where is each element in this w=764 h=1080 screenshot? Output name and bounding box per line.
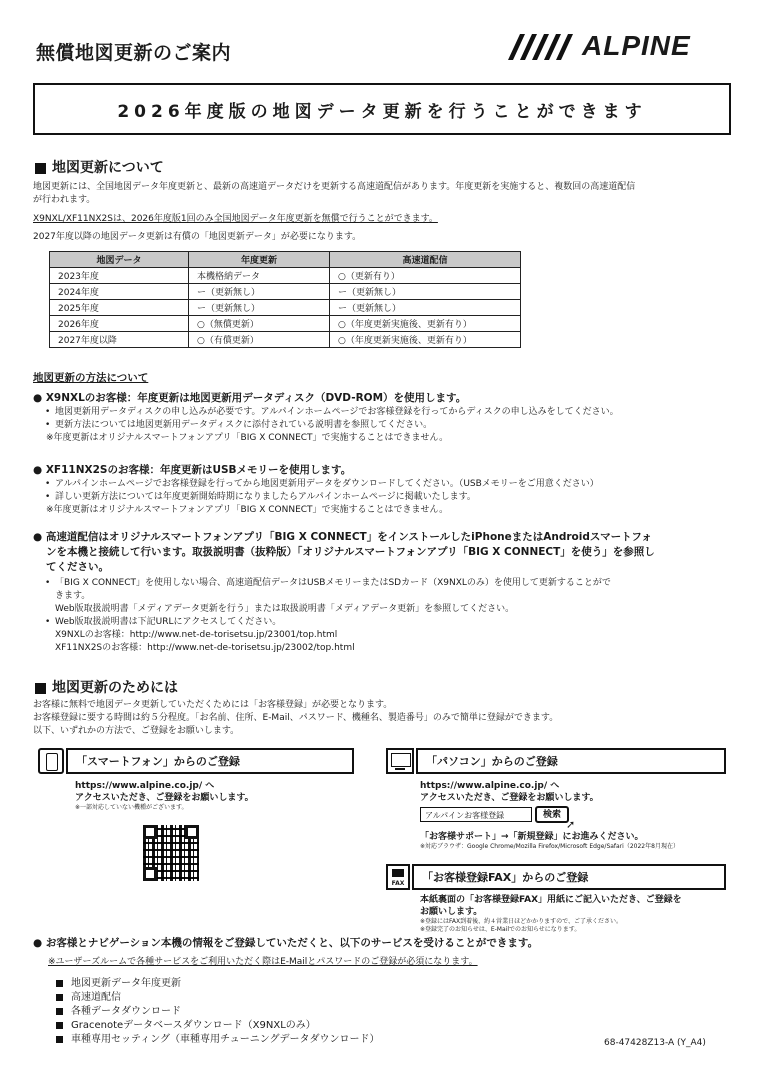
list-item: 高速道配信 <box>56 991 556 1005</box>
section-heading-registration: 地図更新のためには <box>35 677 178 697</box>
list-item: Gracenoteデータベースダウンロード（X9NXLのみ） <box>56 1019 556 1033</box>
cursor-icon: ➚ <box>566 818 576 831</box>
services-title: ● お客様とナビゲーション本機の情報をご登録していただくと、以下のサービスを受けることができます。 <box>33 937 539 949</box>
pc-instruction: 「お客様サポート」→「新規登録」にお進みください。 ※対応ブラウザ：Google Chrome/Mozilla Firefox/Microsoft Edge/Safari（2022年8月現在） <box>420 832 679 850</box>
pc-icon <box>386 748 414 774</box>
intro-text: 地図更新には、全国地図データ年度更新と、最新の高速道データだけを更新する高速道配信があります。年度更新を実施すると、複数回の高速道配信 が行われます。 <box>33 182 636 205</box>
headline-text: 2026年度版の地図データ更新を行うことができます <box>117 101 647 122</box>
logo-stripes-icon <box>500 30 590 66</box>
pc-registration-heading: 「パソコン」からのご登録 <box>416 748 726 774</box>
pc-registration-body: https://www.alpine.co.jp/ へ アクセスいただき、ご登録をお願いします。 <box>420 781 599 803</box>
alpine-logo <box>500 30 720 66</box>
search-field[interactable]: アルパインお客様登録 <box>420 807 532 822</box>
highway-block: ● 高速道配信はオリジナルスマートフォンアプリ「BIG X CONNECT」をインストールしたiPhoneまたはAndroidスマートフォ ンを本機と接続して行います。取扱説明書（抜粋版）「オリジナルスマートフォンアプリ「BIG X CONNECT」を使う」を参照し てください。 • 「BIG X CONNECT」を使用しない場合、高速道配信データはUSBメモリーまたはSDカード（X9NXLのみ）を使用して更新することがで きます。 Web版取扱説明書「メディアデータ更新を行う」または取扱説明書「メディアデータ更新」を参照してください。 • Web版取扱説明書は下記URLにアクセスしてください。 X9NXLのお客様：http://www.net-de-torisetsu.jp/23001/top.html XF11NX2Sのお客様：http://www.net-de-torisetsu.jp/23002/top.html <box>33 530 745 655</box>
table-header: 年度更新 <box>189 252 330 268</box>
bullet-dot-icon: ● <box>33 531 46 543</box>
table-row: 2023年度 本機格納データ ○（更新有り） <box>50 268 521 284</box>
services-list <box>56 977 556 1047</box>
free-update-notice: X9NXL/XF11NX2Sは、2026年度版1回のみ全国地図データ年度更新を無償で行うことができます。 <box>33 214 438 224</box>
smartphone-registration-body: https://www.alpine.co.jp/ へ アクセスいただき、ご登録をお願いします。 ※一部対応していない機種がございます。 <box>75 781 254 811</box>
square-bullet-icon <box>35 163 46 174</box>
smartphone-icon <box>38 748 64 774</box>
method-heading: 地図更新の方法について <box>33 372 149 384</box>
bullet-dot-icon: ● <box>33 937 46 949</box>
page-title: 無償地図更新のご案内 <box>36 42 232 64</box>
table-row: 2027年度以降 ○（有償更新） ○（年度更新実施後、更新有り） <box>50 332 521 348</box>
smartphone-registration-heading: 「スマートフォン」からのご登録 <box>66 748 354 774</box>
fax-icon: FAX <box>386 864 410 890</box>
services-note: ※ユーザーズルームで各種サービスをご利用いただく際はE-Mailとパスワードのご登録が必須になります。 <box>48 957 478 967</box>
list-item: 地図更新データ年度更新 <box>56 977 556 991</box>
section-heading-map-update: 地図更新について <box>35 157 164 177</box>
table-header: 地図データ <box>50 252 189 268</box>
x9nxl-block: ● X9NXLのお客様：年度更新は地図更新用データディスク（DVD-ROM）を使用します。 • 地図更新用データディスクの申し込みが必要です。アルパインホームページでお客様登録を行ってからディスクの申し込みをしてください。 • 更新方法については地図更新用データディスクに添付されている説明書を参照してください。 ※年度更新はオリジナルスマートフォンアプリ「BIG X CONNECT」で実施することはできません。 <box>33 391 743 445</box>
fax-registration-body: 本紙裏面の「お客様登録FAX」用紙にご記入いただき、ご登録を お願いします。 ※登録にはFAX到着後、約４営業日ほどかかりますので、ご了承ください。 ※登録完了のお知らせは、E-Mailでのお知らせになります。 <box>420 895 682 933</box>
fax-registration-heading: 「お客様登録FAX」からのご登録 <box>412 864 726 890</box>
table-header: 高速道配信 <box>330 252 521 268</box>
table-row: 2025年度 ー（更新無し） ー（更新無し） <box>50 300 521 316</box>
list-item: 各種データダウンロード <box>56 1005 556 1019</box>
table-row: 2026年度 ○（無償更新） ○（年度更新実施後、更新有り） <box>50 316 521 332</box>
paid-update-notice: 2027年度以降の地図データ更新は有償の「地図更新データ」が必要になります。 <box>33 232 362 242</box>
document-code: 68-47428Z13-A (Y_A4) <box>604 1038 706 1048</box>
table-row: 2024年度 ー（更新無し） ー（更新無し） <box>50 284 521 300</box>
square-bullet-icon <box>35 683 46 694</box>
bullet-dot-icon: ● <box>33 464 46 476</box>
xf11nx2s-block: ● XF11NX2Sのお客様：年度更新はUSBメモリーを使用します。 • アルパインホームページでお客様登録を行ってから地図更新用データをダウンロードしてください。（USBメモリーをご用意ください） • 詳しい更新方法については年度更新開始時期になりましたらアルパインホームページに掲載いたします。 ※年度更新はオリジナルスマートフォンアプリ「BIG X CONNECT」で実施することはできません。 <box>33 463 743 517</box>
qr-code[interactable] <box>143 825 199 881</box>
search-button[interactable]: 検索 <box>535 806 569 823</box>
headline-banner <box>33 83 731 135</box>
bullet-dot-icon: ● <box>33 392 46 404</box>
map-data-table <box>49 251 521 348</box>
brand-name: ALPINE <box>582 30 691 61</box>
list-item: 車種専用セッティング（車種専用チューニングデータダウンロード） <box>56 1033 556 1047</box>
registration-intro: お客様に無料で地図データ更新していただくためには「お客様登録」が必要となります。 お客様登録に要する時間は約５分程度。「お名前、住所、E-Mail、パスワード、機種名、製造番号」のみで簡単に登録ができます。 以下、いずれかの方法で、ご登録をお願いします。 <box>33 700 559 736</box>
